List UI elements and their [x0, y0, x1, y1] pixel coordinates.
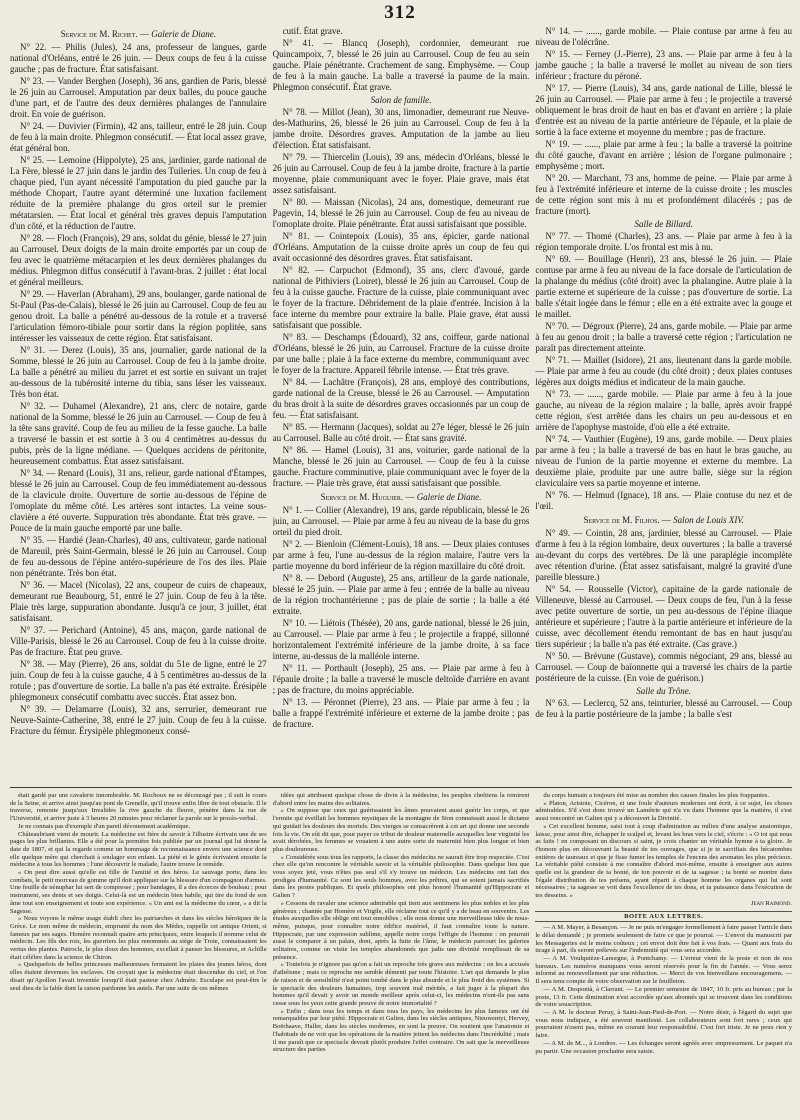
feuilleton-column-3: [535, 792, 792, 1116]
feuilleton-paragraph: — A M. Voulquièze-Lanorgne, à Pontchamy. — L'erreur vient de la poste et non de nos bureaux. Les numéros manquans vous seront réservés pour la fin de l'année. — Vous serez informé au renouvellement par une réduction. — Merci de vos bienveillans encouragemens. — Il sera tenu compte de votre observation sur le feuilleton.: [535, 955, 792, 986]
service-name: Service de M. Filhos. —: [583, 515, 674, 525]
patient-entry: N° 63. — Leclercq, 52 ans, teinturier, blessé au Carrousel. — Coup de feu à la partie postérieure de la jambe ; la balle s'est: [535, 698, 792, 719]
patient-entry: N° 1. — Collier (Alexandre), 19 ans, garde républicain, blessé le 26 juin, au Carrousel. — Plaie par arme à feu au niveau de la base du gros orteil du pied droit.: [272, 505, 530, 537]
service-heading: [10, 29, 267, 40]
ward-heading: Salle de Billard.: [634, 219, 693, 229]
patient-entry: N° 84. — Lachâtre (François), 28 ans, employé des contributions, garde national de la Creuse, blessé le 26 au Carrousel. — Amputation du bras droit à la suite de désordres graves occasionnés par un coup de feu. — État satisfaisant.: [272, 377, 530, 420]
patient-entry: N° 71. — Maillet (Isidore), 21 ans, lieutenant dans la garde mobile. — Plaie par arme à feu au coude (du côté droit) ; deux plaies contuses légères aux doigts médius et indicateur de la main gauche.: [535, 355, 792, 387]
service-name: Service de M. Richet. —: [60, 29, 152, 39]
patient-entry: N° 77. — Thomé (Charles), 23 ans. — Plaie par arme à feu à la région temporale droite. L'os frontal est mis à nu.: [535, 231, 792, 252]
feuilleton-paragraph: idées qui attribuent quelque chose de divin à la médecine, les peuples chrétiens la remirent d'abord entre les mains des solitaires.: [272, 792, 530, 807]
patient-entry: N° 2. — Bienloin (Clément-Louis), 18 ans. — Deux plaies contuses par arme à feu, l'une au-dessus de la région malaire, l'autre vers la partie moyenne du bord inférieur de la région maxillaire du côté droit.: [272, 539, 530, 571]
patient-entry: N° 19. — ......, plaie par arme à feu ; la balle a traversé la poitrine du côté gauche, d'avant en arrière ; lésion de l'organe pulmonaire ; emphysème ; mort.: [535, 139, 792, 171]
patient-entry: N° 31. — Derez (Louis), 35 ans, journalier, garde national de la Somme, blessé le 26 juin au Carrousel. Coup de feu à la jambe droite. La balle a pénétré au milieu du jarret et est sortie en suivant un trajet au-dessous de la tubérosité interne du tibia, sans léser les vaisseaux. Très bon état.: [10, 345, 267, 399]
ward-heading: Salle du Trône.: [636, 686, 692, 696]
feuilleton-paragraph: Je ne connais pas d'exemple d'un pareil dévouement académique.: [18, 822, 191, 830]
service-name: Service de M. Huguier. —: [320, 492, 417, 502]
patient-entry: N° 28. — Floch (François), 29 ans, soldat du génie, blessé le 27 juin au Carrousel. Deux doigts de la main droite emportés par un coup de feu avec le quatrième métacarpien et les deux dernières phalanges du médius. Phlegmon diffus consécutif à l'avant-bras. 2 juillet : état local et général meilleurs.: [10, 233, 267, 287]
patient-entry: N° 23. — Vander Berghen (Joseph), 36 ans, gardien de Paris, blessé le 26 juin au Carrousel. Amputation par deux balles, du pouce gauche d'une part, et de l'autre des deux dernières phalanges de l'annulaire droit. En voie de guérison.: [10, 76, 267, 119]
patient-entry: N° 11. — Porthault (Joseph), 25 ans. — Plaie par arme à feu à l'épaule droite ; la balle a traversé le muscle deltoïde d'arrière en avant ; pas de fracture, du moins appréciable.: [272, 663, 530, 695]
feuilleton-paragraph: » Cet excellent homme, saisi tout à coup d'admiration au milieu d'une analyse anatomique, laisse, pour ainsi dire, échapper le scalpel et, levant les bras vers le ciel, s'écrie : « O toi qui nous as faits ! en composant un discours si saint, je crois chanter un véritable hymne à ta gloire. Je t'honore plus en découvrant la beauté de tes ouvrages, que si je te sacrifiais des hécatombes entières de taureaux et que je fisse fumer les temples de l'encens des aromates les plus précieux. La véritable piété consiste à me connaître d'abord moi-même, ensuite à enseigner aux autres quelle est la grandeur de ta bonté, de ton pouvoir et de ta sagesse ; ta bonté se montre dans l'égale distribution de tes présens, ayant réparti à chaque homme les organes qui lui sont nécessaires ; ta sagesse se voit dans l'excellence de tes dons, et ta puissance dans l'exécution de tes desseins. »: [535, 822, 792, 900]
feuilleton-section: [10, 792, 792, 1116]
feuilleton-paragraph: — A M. de M..., à Londres. — Les échanges seront agréés avec empressement. Le paquet n'a pu partir. Une occasion prochaine sera saisie.: [535, 1039, 792, 1055]
patient-entry: N° 25. — Lemoine (Hippolyte), 25 ans, jardinier, garde national de La Fère, blessé le 27 juin dans le jardin des Tuileries. Un coup de feu à chaque pied, l'un ayant nécessité l'amputation du pied gauche par la méthode Chopart, l'autre ayant déterminé une luxation facilement réduite de la première phalange du gros orteil sur le premier métatarsien. — État local et général très graves depuis l'amputation d'un côté, et la réduction de l'autre.: [10, 155, 267, 231]
patient-entry: N° 32. — Duhamel (Alexandre), 21 ans, clerc de notaire, garde national de la Somme, blessé le 26 juin au Carrousel. — Coup de feu à la tête sans gravité. Coup de feu au milieu de la fesse gauche. La balle a traversé le bassin et est sortie à 3 ou 4 centimètres au-dessus du pubis, près de la ligne médiane. — Quelques accidens de péritonite, heureusement combattus. État assez satisfaisant.: [10, 401, 267, 466]
feuilleton-paragraph: » On suppose que ceux qui guérissaient les âmes pouvaient aussi guérir les corps, et que l'ermite qui éveillait les hommes mystiques de la montagne de Sion connaissait aussi le dictame qui guidait les douleurs des mortels. Des vierges se consacrèrent à cet art qui donne une seconde fois la vie. On eût dit que, pour payer ce tribut de douleur maternelle auxquelles leur virginité les avait dérobées, les femmes se vouaient à une autre sorte de maternité bien plus longue et bien plus douloureuse.: [272, 807, 530, 853]
patient-entry: N° 38. — May (Pierre), 26 ans, soldat du 51e de ligne, entré le 27 juin. Coup de feu à la cuisse gauche, 4 à 5 centimètres au-dessus de la rotule ; pas d'ouverture de sortie. La balle n'a pas été extraite. Érésipèle phlegmoneux consécutif combattu avec succès. État assez bon.: [10, 659, 267, 702]
patient-entry: N° 36. — Macel (Nicolas), 22 ans, coupeur de cuirs de chapeaux, demeurant rue Beaubourg, 51, entré le 27 juin. Coup de feu à la tête. Plaie très large, suppuration abondante. Jusqu'à ce jour, 3 juillet, état satisfaisant.: [10, 580, 267, 623]
feuilleton-column-2: [273, 792, 530, 1116]
patient-entry: N° 83. — Deschamps (Édouard), 32 ans, coiffeur, garde national d'Orléans, blessé le 26 juin, au Carrousel. Fracture de la cuisse droite par une balle ; plaie à la face externe du membre, communiquant avec le foyer de la fracture. Appareil fébrile intense. — État très grave.: [272, 332, 530, 375]
ward-name: Salon de Louis XIV.: [673, 515, 744, 525]
letters-box-heading: BOITE AUX LETTRES.: [535, 911, 792, 923]
feuilleton-paragraph: « On peut dire aussi qu'elle est fille de l'amitié et des héros. Le sauvage porte, dans les combats, le petit morceau de gomme qu'il doit appliquer sur la blessure d'un compagnon d'armes. Une feuille de nénuphar lui sert de compresse ; pour bandages, il a des écorces de bouleau ; pour instrument, ses dents et ses doigts. Celui-là est un médecin bien habile, qui tire du fond de son âme tout son enseignement et toute son expérience. « Un ami est la médecine du cœur, » a dit la Sagesse.: [10, 869, 267, 915]
feuilleton-paragraph: — A M. Despontà, à Clarrant. — Le premier semestre de 1847, 10 fr. pris au bureau ; par la poste, 13 fr. Cette diminution n'est accordée qu'aux abonnés qui se trouvent dans les conditions de votre souscription.: [535, 985, 792, 1009]
patient-entry: N° 82. — Carpuchot (Edmond), 35 ans, clerc d'avoué, garde national de Pithiviers (Loiret), blessé le 26 juin au Carrousel. Coup de feu à la cuisse gauche. Fracture de la cuisse, plaie communiquant avec le foyer de la fracture. Débridement de la plaie d'entrée. Incision à la face interne du membre pour extraire la balle. Plaie grave, état aussi satisfaisant que possible.: [272, 265, 530, 330]
patient-entry: N° 14. — ......, garde mobile. — Plaie contuse par arme à feu au niveau de l'olécrâne.: [535, 26, 792, 47]
author-signature: Jean Raimond.: [750, 899, 792, 907]
patient-entry: N° 78. — Millot (Jean), 30 ans, limonadier, demeurant rue Neuve-des-Mathurins, 26, blessé le 26 juin au Carrousel. Coup de feu à la jambe droite. Désordres graves. Amputation de la jambe au lieu d'élection. État satisfaisant.: [272, 107, 530, 150]
ward-name: Galerie de Diane.: [416, 492, 482, 502]
ward-name: Galerie de Diane.: [151, 29, 216, 39]
patient-entry: N° 35. — Hardié (Jean-Charles), 40 ans, cultivateur, garde national de Mareuil, près Saint-Germain, blessé le 26 juin au Carrousel. Coup de feu au-dessous de l'épine antéro-supérieure de l'os des iles. Plaie non pénétrante. Très bon état.: [10, 535, 267, 578]
feuilleton-paragraph: du corps humain a toujours été mise au nombre des causes finales les plus frappantes.: [543, 792, 770, 799]
feuilleton-paragraph: était gardé par une cavalerie innombrable. M. Rochoux ne se découragé pas ; il suit le cours de la Seine, et arrive ainsi jusqu'au pont de Grenelle, qu'il trouve enfin libre de tout obstacle. Il le traverse, remonte jusqu'aux Invalides la rive gauche du fleuve, pénètre dans la rue de l'Université, et arrive juste à 3 heures 20 minutes pour réclamer la parole sur le procès-verbal.: [10, 792, 267, 823]
patient-entry: N° 76. — Helmud (Ignace), 18 ans. — Plaie contuse du nez et de l'œil.: [535, 490, 792, 511]
patient-entry: N° 39. — Delamarre (Louis), 32 ans, serrurier, demeurant rue Neuve-Sainte-Catherine, 38, entré le 27 juin. Coup de feu à la cuisse. Fracture du fémur. Érysipèle phlegmoneux consé-: [10, 704, 267, 736]
feuilleton-divider: [10, 787, 792, 788]
patient-entry: N° 17. — Pierre (Louis), 34 ans, garde national de Lille, blessé le 26 juin au Carrousel. — Plaie par arme à feu ; le projectile a traversé obliquement le bras droit de haut en bas et d'avant en arrière ; la plaie d'entrée est au niveau de la partie antérieure de l'épaule, et la plaie de sortie à la face externe et moyenne du membre ; pas de fracture.: [535, 83, 792, 137]
patient-entry: N° 86. — Hamel (Louis), 31 ans, voiturier, garde national de la Manche, blessé le 26 juin au Carrousel. — Coup de feu à la cuisse gauche. Fracture comminutive, plaie communiquant avec le foyer de la fracture. — Plaie très grave, état aussi satisfaisant que possible.: [272, 445, 530, 488]
ward-heading: Salon de famille.: [370, 95, 432, 105]
service-heading: [535, 515, 792, 526]
patient-entry: N° 49. — Cointin, 28 ans, jardinier, blessé au Carrousel. — Plaie d'arme à feu à la région lombaire, deux ouvertures ; la balle a traversé au-devant du corps des vertèbres. De là une paraplégie incomplète avec rétention d'urine. (État assez satisfaisant, malgré la gravité d'une pareille blessure.): [535, 528, 792, 582]
text-column-1: [10, 26, 267, 784]
patient-entry: N° 85. — Hermann (Jacques), soldat au 27e léger, blessé le 26 juin au Carrousel. Balle au côté droit. — État sans gravité.: [272, 422, 530, 443]
patient-entry: N° 80. — Maissan (Nicolas), 24 ans, domestique, demeurant rue Pagevin, 14, blessé le 26 juin au Carrousel. Coup de feu au niveau de l'omoplate droite. Plaie pénétrante. État aussi satisfaisant que possible.: [272, 197, 530, 229]
patient-entry: N° 69. — Bouillage (Henri), 23 ans, blessé le 26 juin. — Plaie contuse par arme à feu au niveau de la face dorsale de l'articulation de la phalange du médius (côté droit) avec la phalangine. Autre plaie à la partie externe et supérieure de la cuisse ; pas d'ouverture de sortie. La balle s'était logée dans le fémur ; elle en a été extraite avec la gouge et le maillet.: [535, 254, 792, 319]
feuilleton-paragraph: » Quelquefois de belles princesses malheureuses fermaient les plaies des jeunes héros, dont elles étaient devenues les esclaves. On croyait que la médecine était descendue du ciel, et l'on disait qu'Apollon l'avait inventée lorsqu'il était pasteur chez Admète. Esculape est peut-être le seul dieu de la fable dont la raison pardonne les autels. Par une suite de ces mêmes: [10, 961, 267, 992]
patient-entry: N° 50. — Brévune (Gustave), commis négociant, 29 ans, blessé au Carrousel. — Coup de baïonnette qui a traversé les chairs de la partie postérieure de la cuisse. (En voie de guérison.): [535, 651, 792, 683]
feuilleton-paragraph: » Considérée sous tous les rapports, la classe des médecins ne saurait être trop respectée. C'est chez elle qu'on rencontre le véritable savoir et la véritable philosophie. Dans quelque lieu que vous soyez jeté, vous n'êtes pas seul s'il s'y trouve un médecin. Les médecins ont fait des prodiges d'humanité. Ce sont les seuls hommes, avec les prêtres, qui se soient jamais sacrifiés dans les pestes publiques. Et quels philosophes ont plus honoré l'humanité qu'Hippocrate et Galien ?: [272, 853, 530, 900]
feuilleton-paragraph: — A M. Mayer, à Besançon. — Je ne puis m'engager formellement à faire passer l'article dans le délai demandé ; je promets seulement de faire ce que je pourrai. — L'envoi du manuscrit par les Messageries est le moins coûteux ; cet envoi doit être fait à vos frais. — Quant aux frais du tirage à part, ils seront prélevés sur l'indemnité qui vous sera accordée.: [535, 924, 792, 955]
feuilleton-column-1: [10, 792, 267, 1116]
feuilleton-paragraph: » Nous voyons le même usage établi chez les patriarches et dans les siècles héroïques de la Grèce. Le nom même de médecin, emprunté du nom des Mèdes, rappelle cet antique Orient, si fameux par ses sages. Homère reconnaît quatre arts principaux, entre lesquels il nomme celui de médecin. Les fils des rois, les guerriers les plus renommés au siège de Troie, connaissaient les vertus des plantes. Patrocle, le plus doux des hommes, excellait à panser les blessures, et Achille était célèbre dans la science de Chiron.: [10, 915, 267, 961]
patient-entry: N° 20. — Marchant, 73 ans, homme de peine. — Plaie par arme à feu à l'extrémité inférieure et interne de la cuisse droite ; les muscles de cette région sont mis à nu et profondément dilacérés ; pas de fracture (mort).: [535, 173, 792, 216]
patient-entry: N° 41. — Blancq (Joseph), cordonnier, demeurant rue Quincampoix, 7, blessé le 26 juin au Carrousel. Coup de feu au sein gauche. Plaie pénétrante. Crachement de sang. Emphysème. — Coup de feu à la main gauche. La balle a traversé la paume de la main. Phlegmon consécutif. État grave.: [272, 38, 530, 92]
patient-entry: N° 29. — Haverlan (Abraham), 29 ans, boulanger, garde national de St-Paul (Pas-de-Calais), blessé le 26 juin au Carrousel. Coup de feu au genou droit. La balle a pénétré au-dessous de la rotule et a traversé l'articulation fémoro-tibiale pour sortir dans la région poplitée, sans intéresser les vaisseaux de cette région. État satisfaisant.: [10, 289, 267, 343]
patient-entry: N° 37. — Perichard (Antoine), 45 ans, maçon, garde national de Ville-Parisis, blessé le 26 au Carrousel. Coup de feu à la cuisse droite. Pas de fracture. État peu grave.: [10, 625, 267, 657]
patient-entry: cutif. État grave.: [282, 26, 343, 36]
feuilleton-paragraph: » Enfin ; dans tous les temps et dans tous les pays, les médecins les plus fameux ont été remarquables par leur piété. Hippocrate et Galien, dans les siècles antiques, Nieuwentyt, Hervey, Boërhaave, Haller, dans les siècles modernes, en sont la preuve. On soutient que l'anatomie et l'habitude de ne voir que les opérations de la matière jettent les médecins dans l'incrédulité ; mais il me paraît que ce spectacle devrait plutôt produire l'effet contraire. On sait que la merveilleuse structure des parties: [272, 1007, 530, 1054]
patient-entry: N° 24. — Duvivier (Firmin), 42 ans, tailleur, entré le 28 juin. Coup de feu à la main droite. Phlegmon consécutif. — État local assez grave, état général bon.: [10, 121, 267, 153]
service-heading: [273, 492, 530, 503]
feuilleton-paragraph: » Toutefois je n'ignore pas qu'on a fait un reproche très grave aux médecins : on les a accusés d'athéisme ; mais ce reproche me semble démenti par toute l'histoire. L'art qui demande le plus de raison et de sensibilité n'est point tombé dans le plus absurde et le plus froid des systèmes. Si le spectacle des douleurs humaines, trop souvent mal mérités, a fait juger à la plupart des hommes qu'il devait y avoir un monde meilleur après celui-ci, les médecins n'ont-ils pas sans cesse sous les yeux cette grande preuve de notre immortalité ?: [272, 961, 530, 1007]
feuilleton-paragraph: Châteaubriant vient de mourir. La médecine est fière de savoir à l'illustre écrivain une de ses pages les plus brillantes. Elle a été pour la première fois publiée par un journal qui lui donne la date de 1807, et qui la regarde comme un hommage de reconnaissance envers une science dont elle quelque mère qui cherchait à soulager son enfant. La piété et le génie écrivaient ensuite la médecine à tous les hommes ; l'une découvrir le malade, l'autre trouve le remède.: [10, 830, 267, 869]
patient-entry: N° 15. — Ferney (J.-Pierre), 23 ans. — Plaie par arme à feu à la jambe gauche ; la balle a traversé le mollet au niveau de son tiers inférieur ; fracture du péroné.: [535, 49, 792, 81]
patient-entry: N° 34. — Renard (Louis), 31 ans, relieur, garde national d'Étampes, blessé le 26 juin au Carrousel. Coup de feu immédiatement au-dessous de la clavicule droite. Ouverture de sortie au-dessous de l'épine de l'omoplate du même côté. Les artères sont intactes. La veine sous-clavière a été ouverte. Suppuration très abondante. État très grave. — Pouce de la main gauche emporté par une balle.: [10, 468, 267, 533]
patient-entry: N° 81. — Cointepoix (Louis), 35 ans, épicier, garde national d'Orléans. Amputation de la cuisse droite après un coup de feu qui avait occasionné des désordres graves. État satisfaisant.: [272, 231, 530, 263]
main-text-section: [10, 26, 792, 784]
patient-entry: N° 8. — Debord (Auguste), 25 ans, artilleur de la garde nationale, blessé le 25 juin. — Plaie par arme à feu ; entrée de la balle au niveau de la région trochantérienne ; pas de plaie de sortie ; la balle a été extraite.: [272, 573, 530, 616]
patient-entry: N° 79. — Thiercelin (Louis), 39 ans, médecin d'Orléans, blessé le 26 juin au Carrousel. Coup de feu à la jambe droite, fracture à la partie moyenne, plaie communiquant avec le foyer. Plaie grave, mais état assez satisfaisant.: [272, 152, 530, 195]
feuilleton-paragraph: » Cessons de ravaler une science admirable qui tient aux sentimens les plus nobles et les plus généreux ; chantée par Homère et Virgile, elle réclame tout ce qu'il y a de beau en souvenirs. Les études auxquelles elle oblige ont tout ennoblies ; elle nous donne une merveilleuse idée de nous-même, puisque, pour connaître notre édifice matériel, il faut connaître toute la nature. Hippocrate, par une expression sublime, appelle notre corps l'effigie de l'homme : on pourrait aussi le comparer à un palais, dont, après la fuite de l'âme, le médecin parcourt les galeries solitaires, comme on visite les temples abandonnés que jadis une divinité remplissait de sa présence.: [272, 899, 530, 961]
patient-entry: N° 54. — Rousselle (Victor), capitaine de la garde nationale de Villeneuve, blessé au Carrousel. — Deux coups de feu, l'un à la fesse avec petite ouverture de sortie, un peu au-dessous de l'épine iliaque antérieure et supérieure ; l'autre à la partie antérieure et inférieure de la cuisse, avec décollement étendu remontant de bas en haut jusqu'au tiers supérieur ; la balle n'a pas été extraite. (Cas grave.): [535, 584, 792, 649]
text-column-2: [273, 26, 530, 784]
patient-entry: N° 74. — Vauthier (Eugène), 19 ans, garde mobile. — Deux plaies par arme à feu ; la balle a traversé de bas en haut le bras gauche, au niveau de l'union de la partie moyenne et externe du membre. La deuxième plaie, produite par une autre balle, siège sur la région claviculaire vers sa partie moyenne et interne.: [535, 434, 792, 488]
patient-entry: N° 73. — ......, garde mobile. — Plaie par arme à feu à la joue gauche, au niveau de la région malaire ; la balle, après avoir frappé cette région, s'est arrêtée dans les chairs un peu au-dessous et en arrière de l'apophyse mastoïde, d'où elle a été extraite.: [535, 389, 792, 432]
patient-entry: N° 22. — Philis (Jules), 24 ans, professeur de langues, garde national d'Orléans, entré le 26 juin. — Deux coups de feu à la cuisse gauche ; pas de fracture. État satisfaisant.: [10, 42, 267, 74]
feuilleton-paragraph: » Platon, Aristote, Cicéron, et une foule d'auteurs modernes ont écrit, à ce sujet, les choses admirables. S'il s'est donc trouvé un Lamétrie qui n'a vu dans l'homme que la matière, il s'est aussi rencontré un Galien qui y a découvert la Divinité.: [535, 799, 792, 823]
text-column-3: [535, 26, 792, 784]
patient-entry: N° 70. — Dégroux (Pierre), 24 ans, garde mobile. — Plaie par arme à feu au genou droit ; la balle a traversé cette région ; l'articulation ne paraît pas directement atteinte.: [535, 321, 792, 353]
page-number: 312: [384, 2, 416, 23]
feuilleton-paragraph: — A M. le docteur Peruy, à Saint-Jean-Pied-de-Port. — Notre désir, à l'égard du sujet que vous nous indiquez, a été souvent manifesté. Les collaborateurs sont fort rares ; ceux qui pourraient n'osent pas, même en courant leur responsabilité. C'est fort triste. Je ne peux rien y faire.: [535, 1008, 792, 1040]
patient-entry: N° 13. — Péronnet (Pierre), 23 ans. — Plaie par arme à feu ; la balle a frappé l'extrémité inférieure et externe de la jambe droite ; pas de fracture.: [272, 697, 530, 729]
patient-entry: N° 10. — Liétois (Thésée), 20 ans, garde national, blessé le 26 juin, au Carrousel. — Plaie par arme à feu ; le projectile a frappé, sillonné horizontalement l'extrémité inférieure de la jambe droite, à sa face interne, au-dessus de la malléole interne.: [272, 618, 530, 661]
